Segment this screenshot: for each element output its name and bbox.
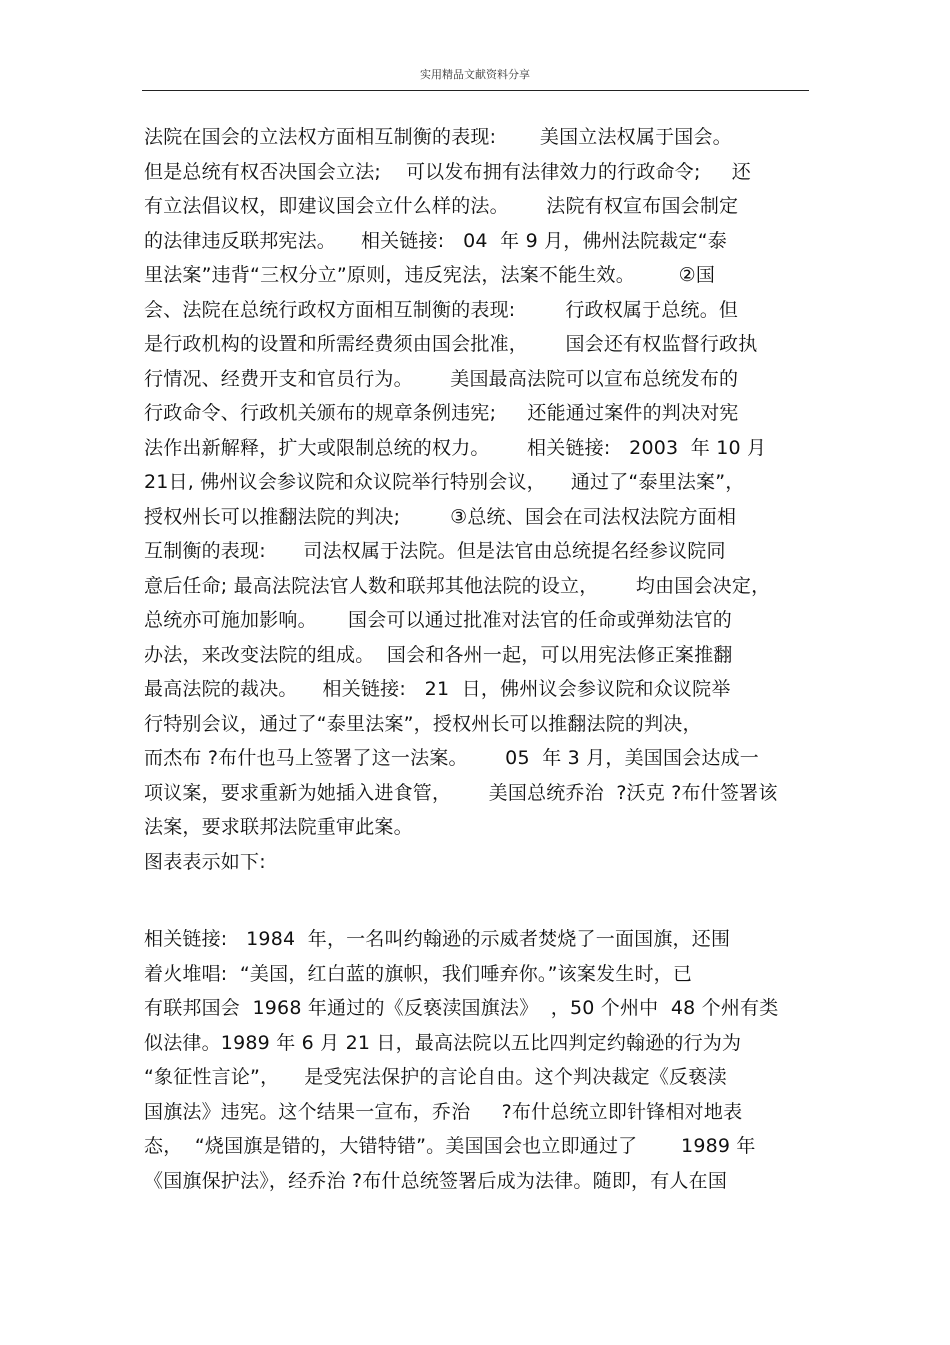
text-line: 意后任命; 最高法院法官人数和联邦其他法院的设立， 均由国会决定， [144,574,771,597]
text-line: 21日, 佛州议会参议院和众议院举行特别会议， 通过了“泰里法案”， [144,471,745,493]
text-line: 的法律违反联邦宪法。 相关链接: 04 年 9 月，佛州法院裁定“泰 [144,229,727,252]
text-line: 行政命令、行政机关颁布的规章条例违宪; 还能通过案件的判决对宪 [144,402,739,424]
header-divider [142,90,809,91]
text-line: 互制衡的表现: 司法权属于法院。但是法官由总统提名经参议院同 [144,540,726,562]
text-line: 图表表示如下: [144,850,266,873]
text-line: 行特别会议，通过了“泰里法案”，授权州长可以推翻法院的判决， [144,712,702,735]
text-line: 似法律。1989 年 6 月 21 日，最高法院以五比四判定约翰逊的行为为 [144,1031,742,1054]
text-line: 《国旗保护法》，经乔治 ?布什总统签署后成为法律。随即，有人在国 [144,1169,728,1192]
text-line: 有立法倡议权，即建议国会立什么样的法。 法院有权宣布国会制定 [144,195,739,217]
text-line: 是行政机构的设置和所需经费须由国会批准， 国会还有权监督行政执 [144,333,758,355]
text-line: “象征性言论”， 是受宪法保护的言论自由。这个判决裁定《反亵渎 [144,1066,727,1088]
text-line: 着火堆唱: “美国，红白蓝的旗帜，我们唾弃你。”该案发生时，已 [144,962,693,985]
text-line: 行情况、经费开支和官员行为。 美国最高法院可以宣布总统发布的 [144,367,739,390]
body-paragraph-2 [144,922,808,1198]
text-line: 办法，来改变法院的组成。 国会和各州一起，可以用宪法修正案推翻 [144,643,733,666]
text-line: 里法案”违背“三权分立”原则，违反宪法，法案不能生效。 ②国 [144,264,716,286]
text-line: 但是总统有权否决国会立法; 可以发布拥有法律效力的行政命令; 还 [144,160,751,183]
text-line: 相关链接: 1984 年，一名叫约翰逊的示威者焚烧了一面国旗，还围 [144,928,731,950]
text-line: 法作出新解释，扩大或限制总统的权力。 相关链接: 2003 年 10 月 [144,436,767,459]
text-line: 态， “烧国旗是错的，大错特错”。美国国会也立即通过了 1989 年 [144,1135,756,1157]
body-paragraph-1 [144,120,808,879]
text-line: 法院在国会的立法权方面相互制衡的表现: 美国立法权属于国会。 [144,126,732,148]
text-line: 最高法院的裁决。 相关链接: 21 日，佛州议会参议院和众议院举 [144,678,731,700]
text-line: 项议案，要求重新为她插入进食管， 美国总统乔治 ?沃克 ?布什签署该 [144,781,778,804]
text-line: 法案，要求联邦法院重审此案。 [144,816,413,838]
text-line: 国旗法》违宪。这个结果一宣布，乔治 ?布什总统立即针锋相对地表 [144,1100,743,1123]
text-line: 而杰布 ?布什也马上签署了这一法案。 05 年 3 月，美国国会达成一 [144,747,759,769]
text-line: 总统亦可施加影响。 国会可以通过批准对法官的任命或弹劾法官的 [144,609,732,631]
text-line: 授权州长可以推翻法院的判决; ③总统、国会在司法权法院方面相 [144,505,737,528]
page-header: 实用精品文献资料分享 [420,68,530,81]
text-line: 会、法院在总统行政权方面相互制衡的表现: 行政权属于总统。但 [144,298,739,321]
text-line: 有联邦国会 1968 年通过的《反亵渎国旗法》 ，50 个州中 48 个州有类 [144,997,779,1019]
